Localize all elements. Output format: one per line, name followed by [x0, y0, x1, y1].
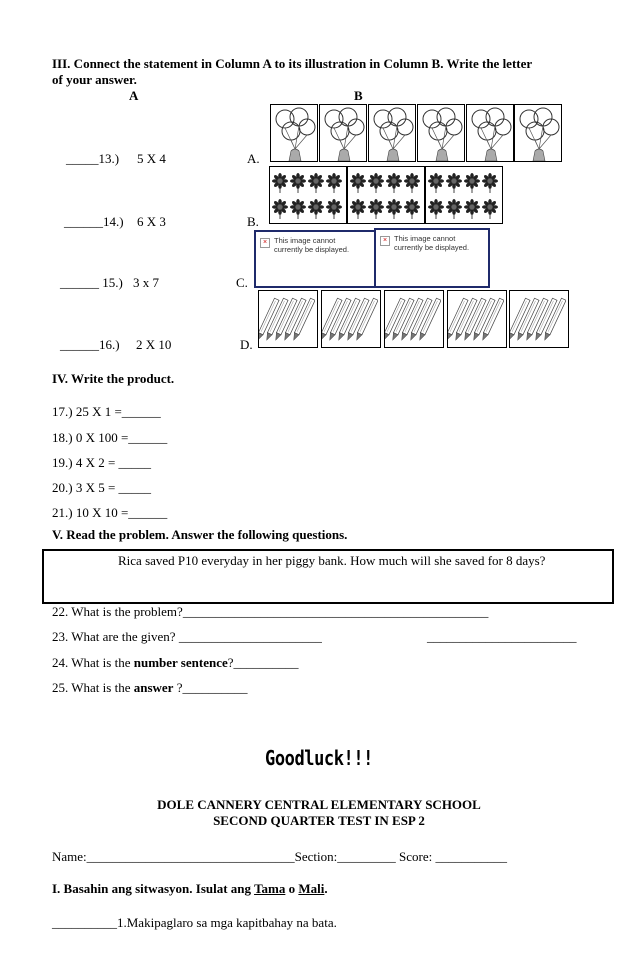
- question-25-text: 25. What is the: [52, 680, 134, 695]
- pencils-image: [384, 290, 444, 348]
- balloon-image: [368, 104, 416, 162]
- section-4-heading: IV. Write the product.: [52, 371, 175, 386]
- letter-b: B.: [247, 214, 259, 229]
- section-i-heading: [52, 881, 328, 897]
- section-i-or: o: [285, 881, 299, 896]
- question-23: 23. What are the given? ______________________: [52, 629, 322, 644]
- question-24-blank: ?__________: [227, 655, 299, 670]
- broken-image-1: [254, 230, 376, 288]
- balloon-image: [514, 104, 562, 162]
- section-i-period: .: [324, 881, 328, 896]
- problem-text: Rica saved P10 everyday in her piggy bank. How much will she saved for 8 days?: [118, 553, 546, 568]
- broken-image-icon: ×: [380, 236, 390, 246]
- section-i-heading-text: I. Basahin ang sitwasyon. Isulat ang: [52, 881, 255, 896]
- item-17: 17.) 25 X 1 =______: [52, 404, 161, 419]
- question-22: 22. What is the problem?_______________________________________________: [52, 604, 489, 619]
- section-5-heading: V. Read the problem. Answer the following questions.: [52, 527, 348, 542]
- section-3-heading: III. Connect the statement in Column A to its illustration in Column B. Write the letter: [52, 56, 533, 71]
- item-14-expr: 6 X 3: [137, 214, 166, 229]
- item-20: 20.) 3 X 5 = _____: [52, 480, 152, 495]
- pencils-image: [258, 290, 318, 348]
- school-name: DOLE CANNERY CENTRAL ELEMENTARY SCHOOL: [157, 797, 481, 812]
- flowers-image: [347, 166, 425, 224]
- question-25-bold: answer: [133, 680, 174, 695]
- broken-image-message: This image cannot currently be displayed.: [394, 234, 470, 252]
- item-13-expr: 5 X 4: [137, 151, 166, 166]
- test-title: SECOND QUARTER TEST IN ESP 2: [213, 813, 425, 828]
- letter-c: C.: [236, 275, 248, 290]
- item-16-blank: ______16.): [60, 337, 120, 352]
- question-24-bold: number sentence: [133, 655, 228, 670]
- name-section-score-line: Name:________________________________Section:_________ Score: ___________: [52, 849, 507, 864]
- pencils-image: [509, 290, 569, 348]
- column-a-label: A: [129, 88, 139, 103]
- balloon-image: [270, 104, 318, 162]
- letter-d: D.: [240, 337, 253, 352]
- item-16-expr: 2 X 10: [136, 337, 172, 352]
- question-25-blank: ?__________: [173, 680, 248, 695]
- broken-image-2: [374, 228, 490, 288]
- section-i-item-1: __________1.Makipaglaro sa mga kapitbahay na bata.: [52, 915, 337, 930]
- balloon-image: [319, 104, 367, 162]
- flowers-image: [425, 166, 503, 224]
- item-13-blank: _____13.): [66, 151, 120, 166]
- broken-image-message: This image cannot currently be displayed.: [274, 236, 350, 254]
- mali-word: Mali: [298, 881, 325, 896]
- section-3-heading-cont: of your answer.: [52, 72, 137, 87]
- item-15-expr: 3 x 7: [133, 275, 159, 290]
- broken-image-icon: ×: [260, 238, 270, 248]
- question-24-text: 24. What is the: [52, 655, 134, 670]
- pencils-image: [321, 290, 381, 348]
- question-25: [52, 680, 247, 696]
- item-18: 18.) 0 X 100 =______: [52, 430, 168, 445]
- column-b-label: B: [354, 88, 363, 103]
- item-14-blank: ______14.): [64, 214, 124, 229]
- pencils-image: [447, 290, 507, 348]
- item-21: 21.) 10 X 10 =______: [52, 505, 168, 520]
- balloon-image: [417, 104, 465, 162]
- tama-word: Tama: [254, 881, 286, 896]
- letter-a: A.: [247, 151, 260, 166]
- question-23-blank-2: _______________________: [427, 629, 577, 644]
- item-19: 19.) 4 X 2 = _____: [52, 455, 152, 470]
- question-24: [52, 655, 299, 671]
- goodluck-text: Goodluck!!!: [265, 746, 373, 770]
- item-15-blank: ______ 15.): [60, 275, 123, 290]
- balloon-image: [466, 104, 514, 162]
- flowers-image: [269, 166, 347, 224]
